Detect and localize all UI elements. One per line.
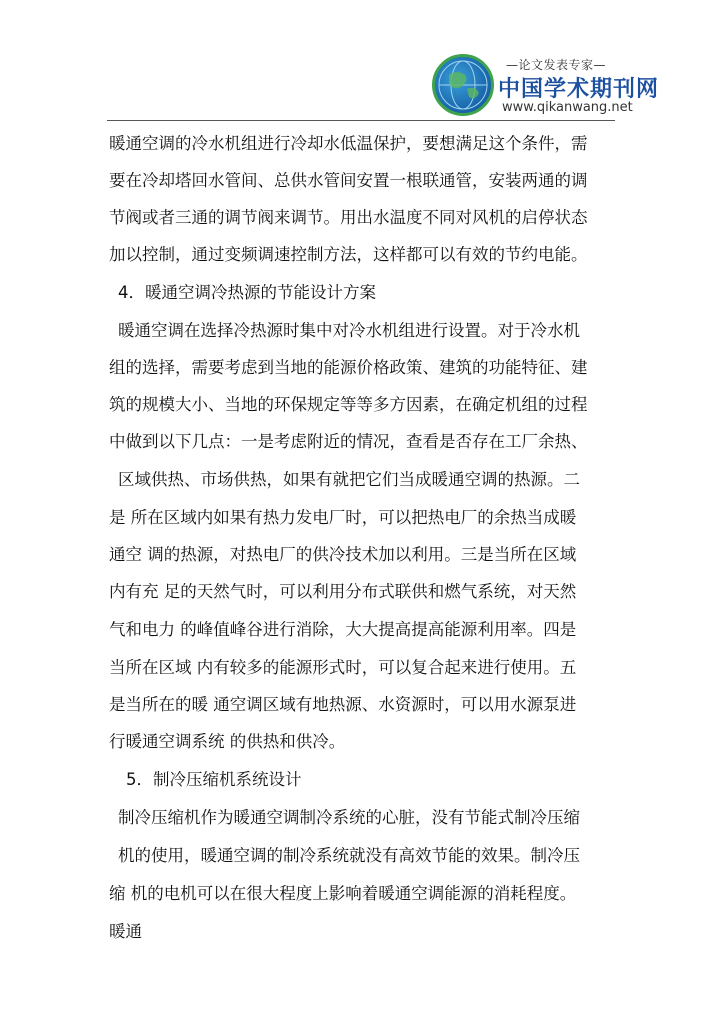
body-line: 通空 调的热源，对热电厂的供冷技术加以利用。三是当所在区域 [109, 545, 577, 564]
logo-site-name: 中国学术期刊网 [498, 77, 660, 102]
body-line: 要在冷却塔回水管间、总供水管间安置一根联通管，安装两通的调 [109, 171, 588, 190]
body-line: 是 所在区域内如果有热力发电厂时，可以把热电厂的余热当成暖 [109, 508, 577, 527]
body-line: 行暖通空调系统 的供热和供冷。 [109, 732, 346, 751]
body-line: 机的使用，暖通空调的制冷系统就没有高效节能的效果。制冷压 [118, 846, 580, 865]
body-line: 节阀或者三通的调节阀来调节。用出水温度不同对风机的启停状态 [109, 208, 588, 227]
body-line: 中做到以下几点：一是考虑附近的情况，查看是否存在工厂余热、 [109, 432, 588, 451]
globe-icon [432, 54, 494, 116]
body-line: 是当所在的暖 通空调区域有地热源、水资源时，可以用水源泵进 [109, 695, 577, 714]
body-line: 组的选择，需要考虑到当地的能源价格政策、建筑的功能特征、建 [109, 358, 588, 377]
header-rule [107, 120, 615, 121]
body-line: 内有充 足的天然气时，可以利用分布式联供和燃气系统，对天然 [109, 582, 577, 601]
body-line: 暖通 [109, 922, 142, 941]
body-line: 当所在区域 内有较多的能源形式时，可以复合起来进行使用。五 [109, 658, 577, 677]
body-line: 暖通空调的冷水机组进行冷却水低温保护，要想满足这个条件，需 [109, 134, 588, 153]
body-line: 筑的规模大小、当地的环保规定等等多方因素，在确定机组的过程 [109, 395, 588, 414]
body-line: 气和电力 的峰值峰谷进行消除，大大提高提高能源利用率。四是 [109, 620, 577, 639]
header-logo [432, 48, 660, 120]
body-line: 加以控制，通过变频调速控制方法，这样都可以有效的节约电能。 [109, 245, 588, 264]
logo-slogan: —论文发表专家— [506, 58, 607, 72]
logo-url: www.qikanwang.net [502, 100, 633, 115]
body-line: 制冷压缩机作为暖通空调制冷系统的心脏，没有节能式制冷压缩 [118, 808, 580, 827]
body-line: 区域供热、市场供热，如果有就把它们当成暖通空调的热源。二 [118, 470, 580, 489]
body-line: 缩 机的电机可以在很大程度上影响着暖通空调能源的消耗程度。 [109, 884, 577, 903]
section-heading: 4．暖通空调冷热源的节能设计方案 [118, 283, 376, 302]
body-line: 暖通空调在选择冷热源时集中对冷水机组进行设置。对于冷水机 [118, 321, 580, 340]
section-heading: 5．制冷压缩机系统设计 [126, 770, 302, 789]
